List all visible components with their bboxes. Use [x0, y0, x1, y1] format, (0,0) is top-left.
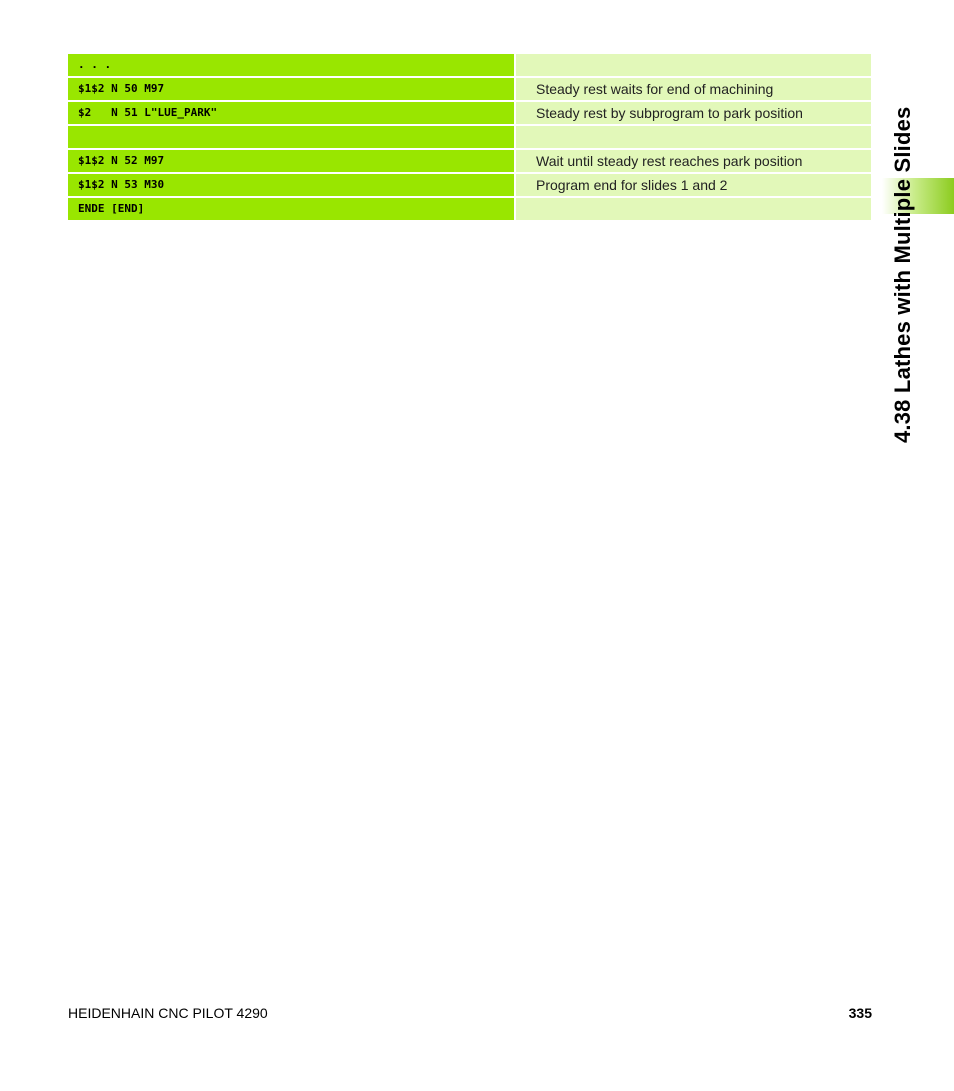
table-row — [68, 150, 871, 172]
table-row — [68, 78, 871, 100]
footer-product-name: HEIDENHAIN CNC PILOT 4290 — [68, 1005, 268, 1021]
comment-cell: Steady rest waits for end of machining — [516, 78, 871, 100]
code-cell: $1$2 N 50 M97 — [68, 78, 514, 100]
code-cell: $1$2 N 52 M97 — [68, 150, 514, 172]
code-cell: $1$2 N 53 M30 — [68, 174, 514, 196]
comment-cell — [516, 198, 871, 220]
comment-cell — [516, 126, 871, 148]
table-row — [68, 198, 871, 220]
code-cell — [68, 126, 514, 148]
code-cell: ENDE [END] — [68, 198, 514, 220]
code-cell: . . . — [68, 54, 514, 76]
table-row — [68, 174, 871, 196]
comment-cell: Steady rest by subprogram to park position — [516, 102, 871, 124]
comment-cell: Program end for slides 1 and 2 — [516, 174, 871, 196]
comment-cell: Wait until steady rest reaches park position — [516, 150, 871, 172]
comment-cell — [516, 54, 871, 76]
section-title: 4.38 Lathes with Multiple Slides — [890, 106, 915, 443]
table-row — [68, 54, 871, 76]
table-row — [68, 126, 871, 148]
code-cell: $2 N 51 L"LUE_PARK" — [68, 102, 514, 124]
program-table — [68, 54, 871, 222]
table-row — [68, 102, 871, 124]
page-number: 335 — [848, 1005, 872, 1021]
